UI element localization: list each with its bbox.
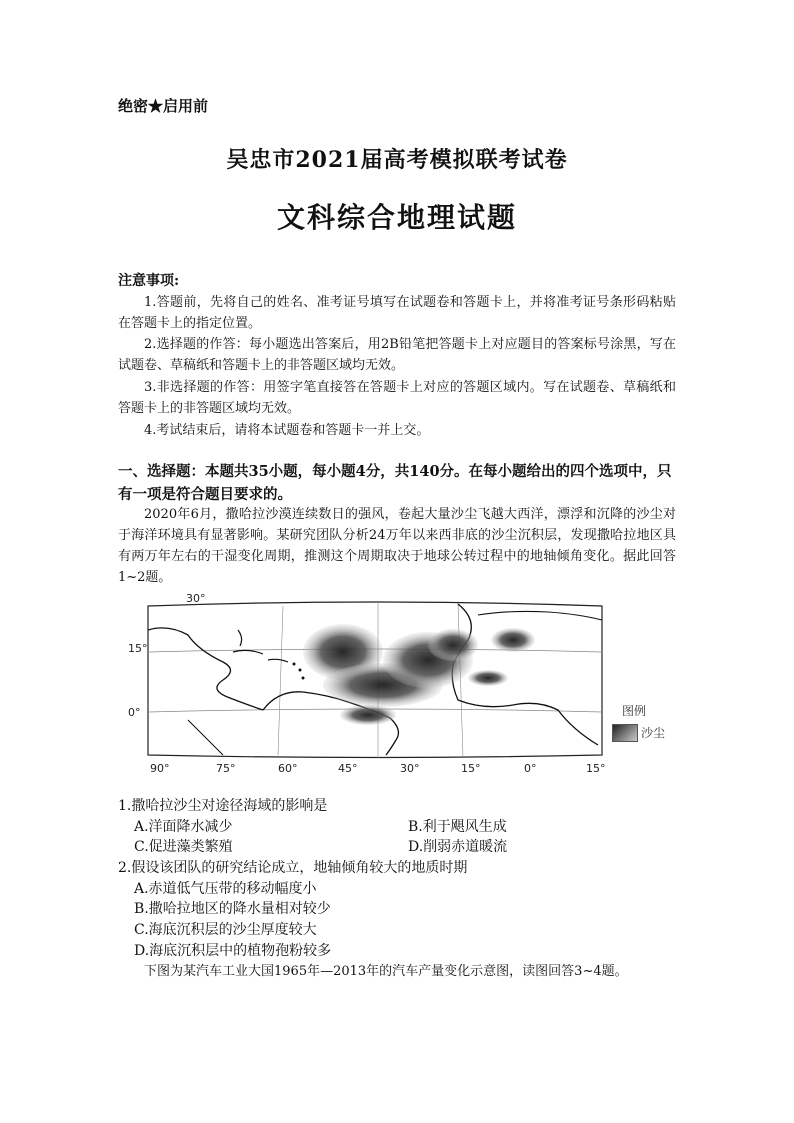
lat-label: 0° xyxy=(128,706,141,719)
lon-label: 60° xyxy=(278,762,298,775)
option: B.利于飓风生成 xyxy=(408,819,507,835)
option: A.洋面降水减少 xyxy=(134,819,233,835)
lon-label: 30° xyxy=(400,762,420,775)
subject-title: 文科综合地理试题 xyxy=(276,201,517,234)
confidential-label: 绝密★启用前 xyxy=(118,97,209,115)
lon-label: 45° xyxy=(338,762,358,775)
next-intro: 下图为某汽车工业大国1965年—2013年的汽车产量变化示意图，读图回答3~4题。 xyxy=(144,964,628,979)
question-stem: 1.撒哈拉沙尘对途径海域的影响是 xyxy=(118,798,328,814)
notice-heading: 注意事项: xyxy=(118,273,180,289)
legend-swatch xyxy=(612,724,638,742)
dust-map xyxy=(128,590,628,775)
option: D.海底沉积层中的植物孢粉较多 xyxy=(134,943,332,959)
notice-item: 4.考试结束后，请将本试题卷和答题卡一并上交。 xyxy=(144,423,430,438)
legend-label: 沙尘 xyxy=(641,726,666,740)
option: C.促进藻类繁殖 xyxy=(134,839,233,855)
option: A.赤道低气压带的移动幅度小 xyxy=(134,881,317,897)
lon-label: 90° xyxy=(150,762,170,775)
lon-label: 15° xyxy=(461,762,481,775)
exam-title: 吴忠市2021届高考模拟联考试卷 xyxy=(226,147,568,173)
notice-item: 1.答题前，先将自己的姓名、准考证号填写在试题卷和答题卡上，并将准考证号条形码粘贴在答题卡上的指定位置。 xyxy=(118,295,676,331)
lat-label: 30° xyxy=(186,592,206,605)
lon-label: 0° xyxy=(524,762,537,775)
lon-label: 75° xyxy=(216,762,236,775)
lat-label: 15° xyxy=(128,642,148,655)
question-stem: 2.假设该团队的研究结论成立，地轴倾角较大的地质时期 xyxy=(118,860,468,876)
option: D.削弱赤道暖流 xyxy=(408,839,508,855)
notice-item: 3.非选择题的作答：用签字笔直接答在答题卡上对应的答题区域内。写在试题卷、草稿纸和答题卡上的非答题区域均无效。 xyxy=(118,380,676,416)
question-intro: 2020年6月，撒哈拉沙漠连续数日的强风，卷起大量沙尘飞越大西洋，漂浮和沉降的沙尘对于海洋环境具有显著影响。某研究团队分析24万年以来西非底的沙尘沉积层，发现撒哈拉地区具有两万年左右的干湿变化周期，推测这个周期取决于地球公转过程中的地轴倾角变化。据此回答1~2题。 xyxy=(118,507,676,585)
lon-label: 15° xyxy=(586,762,606,775)
legend-title: 图例 xyxy=(622,704,647,718)
notice-item: 2.选择题的作答：每小题选出答案后，用2B铅笔把答题卡上对应题目的答案标号涂黑，写在试题卷、草稿纸和答题卡上的非答题区域均无效。 xyxy=(118,337,676,373)
option: C.海底沉积层的沙尘厚度较大 xyxy=(134,922,317,938)
section-heading: 一、选择题：本题共35小题，每小题4分，共140分。在每小题给出的四个选项中，只有一项是符合题目要求的。 xyxy=(118,463,672,503)
option: B.撒哈拉地区的降水量相对较少 xyxy=(134,901,331,917)
